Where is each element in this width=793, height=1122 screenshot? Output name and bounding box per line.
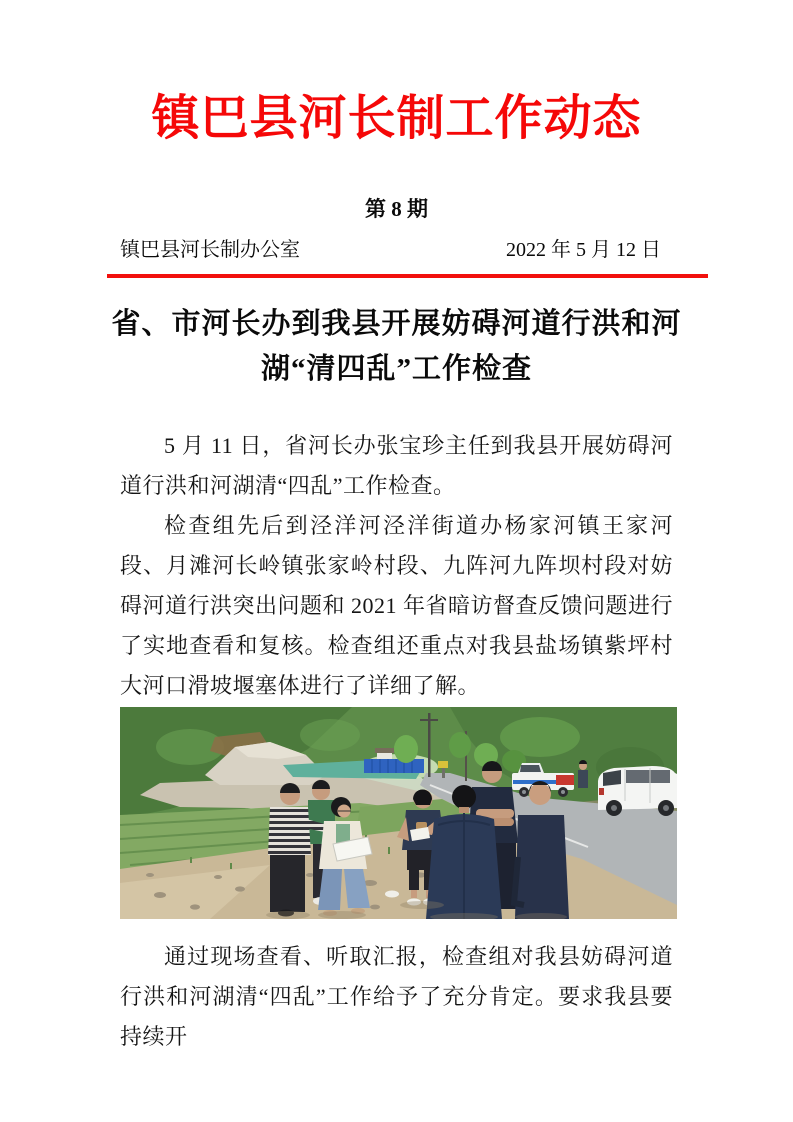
issue-date: 2022 年 5 月 12 日 [506, 239, 661, 261]
issue-number: 第 8 期 [365, 197, 428, 221]
paragraph-3: 通过现场查看、听取汇报，检查组对我县妨碍河道行洪和河湖清“四乱”工作给予了充分肯定。要求我县要持续开 [120, 944, 673, 1049]
article-title-line-2: 湖“清四乱”工作检查 [260, 353, 532, 385]
paragraph-1: 5 月 11 日，省河长办张宝珍主任到我县开展妨碍河道行洪和河湖清“四乱”工作检查。 [120, 433, 673, 498]
masthead-divider [107, 274, 708, 278]
white-suv [598, 766, 677, 816]
paragraph-2: 检查组先后到泾洋河泾洋街道办杨家河镇王家河段、月滩河长岭镇张家岭村段、九阵河九阵坝村段对妨碍河道行洪突出问题和 2021 年省暗访督查反馈问题进行了实地查看和复核。检查组还重点对我县盐场镇紫坪村大河口滑坡堰塞体进行了详细了解。 [120, 513, 674, 698]
inspection-photo [120, 707, 677, 919]
article-title-line-1: 省、市河长办到我县开展妨碍河道行洪和河 [111, 308, 682, 340]
masthead-info-row [120, 236, 673, 264]
article-title [108, 302, 685, 392]
person-at-truck [578, 760, 588, 788]
masthead-title: 镇巴县河长制工作动态 [151, 92, 642, 145]
issuing-office: 镇巴县河长制办公室 [120, 239, 300, 261]
blue-fence [364, 759, 424, 773]
